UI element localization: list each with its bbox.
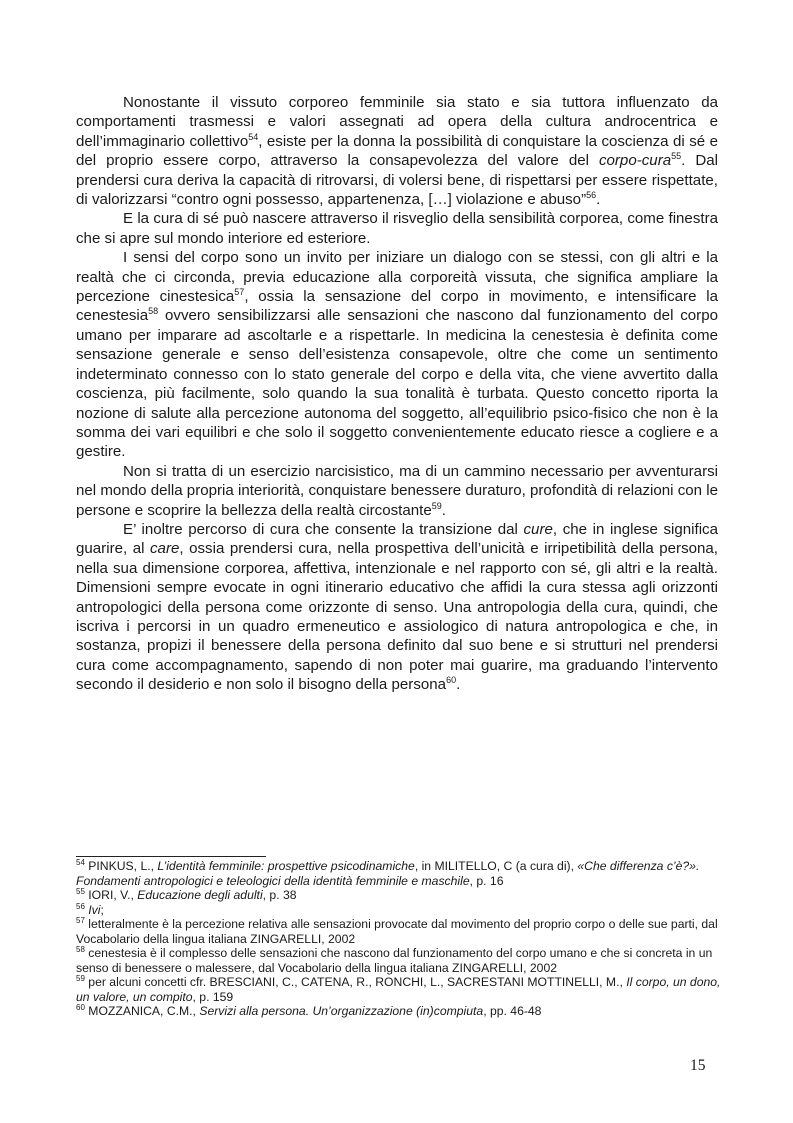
- text-run: . Dal prendersi cura deriva la capacità di ritrovarsi, di volersi bene, di rispettarsi per essere rispettate, di valorizzarsi “contro ogni possesso, appartenenza, […] violazione e abuso”: [76, 152, 718, 209]
- text-run: E la cura di sé può nascere attraverso il risveglio della sensibilità corporea, come finestra che si apre sul mondo interiore ed esteriore.: [76, 210, 718, 247]
- note-reference: 57: [234, 287, 245, 298]
- text-run: , esiste per la donna la possibilità di conquistare la coscienza di sé e del proprio essere corpo, attraverso la consapevolezza del valore del: [76, 132, 718, 170]
- note-reference: 58: [76, 945, 85, 954]
- text-run: MOZZANICA, C.M.,: [84, 1004, 200, 1018]
- footnote: [76, 946, 721, 975]
- note-reference: 59: [431, 500, 442, 511]
- italic-text: L’identità femminile: prospettive psicodinamiche: [157, 859, 415, 873]
- note-reference: 56: [76, 901, 85, 911]
- note-reference: 59: [76, 974, 85, 983]
- note-reference: 58: [148, 306, 159, 317]
- text-run: , in MILITELLO, C (a cura di),: [414, 859, 578, 873]
- text-run: E’ inoltre percorso di cura che consente la transizione dal: [123, 520, 524, 538]
- paragraph: [76, 248, 718, 461]
- text-run: .: [596, 191, 601, 209]
- note-reference: 60: [446, 675, 457, 686]
- text-run: , p. 16: [469, 873, 504, 888]
- body-text: [76, 93, 718, 695]
- text-run: cenestesia è il complesso delle sensazioni che nascono dal funzionamento del corpo umano e che si concreta in un senso di benessere o malessere, dal Vocabolario della lingua italiana ZINGARELLI, 2002: [76, 946, 713, 975]
- footnote: [76, 859, 721, 888]
- text-run: , p. 38: [262, 888, 297, 902]
- footnotes: [76, 859, 721, 1019]
- text-run: letteralmente è la percezione relativa alle sensazioni provocate dal movimento del proprio corpo o delle sue parti, dal Vocabolario della lingua italiana ZINGARELLI, 2002: [76, 917, 718, 946]
- paragraph: [76, 209, 718, 248]
- text-run: , ossia prendersi cura, nella prospettiva dell’unicità e irripetibilità della persona, nella sua dimensione corporea, affettiva, intenzionale e nel rapporto con sé, gli altri e la realtà. Dimensioni sempre evocate in ogni itinerario educativo che affidi la cura stessa agli orizzonti antropologici della persona come orizzonte di senso. Una antropologia della cura, quindi, che iscriva i percorsi in un quadro ermeneutico e assiologico di natura antropologica e che, in sostanza, propizi il benessere della persona definito dal suo bene e si strutturi nel prendersi cura come accompagnamento, sapendo di non poter mai guarire, ma graduando l’intervento secondo il desiderio e non solo il bisogno della persona: [76, 540, 718, 694]
- page-number: 15: [690, 1057, 706, 1074]
- footnote: [76, 1004, 721, 1019]
- paragraph: [76, 520, 718, 695]
- text-run: Non si tratta di un esercizio narcisistico, ma di un cammino necessario per avventurarsi nel mondo della propria interiorità, conquistare benessere duraturo, profondità di relazioni con le persone e scoprire la bellezza della realtà circostante: [76, 462, 718, 519]
- paragraph: [76, 462, 718, 520]
- footnote-separator: [76, 856, 266, 857]
- note-reference: 55: [76, 887, 85, 896]
- text-run: I sensi del corpo sono un invito per iniziare un dialogo con se stessi, con gli altri e la realtà che ci circonda, previa educazione alla corporeità vissuta, che significa ampliare la percezione cinestesica: [76, 249, 718, 306]
- note-reference: 60: [76, 1003, 85, 1012]
- text-run: PINKUS, L.,: [84, 859, 158, 873]
- note-reference: 54: [248, 131, 259, 142]
- text-run: .: [456, 676, 461, 694]
- italic-text: cure: [523, 520, 553, 538]
- footnote: [76, 975, 721, 1004]
- text-run: ovvero sensibilizzarsi alle sensazioni che nascono dal funzionamento del corpo umano per imparare ad ascoltarle e a rispettarle. In medicina la cenestesia è definita come sensazione generale e senso dell’esistenza consapevole, oltre che come un sentimento indeterminato connesso con lo stato generale del corpo e della vita, che viene avvertito dalla coscienza, più facilmente, solo quando la sua tonalità è turbata. Questo concetto riporta la nozione di salute alla percezione autonoma del soggetto, all’equilibrio psico-fisico che non è la somma dei vari equilibri e che solo il soggetto convenientemente educato riesce a cogliere e a gestire.: [76, 307, 718, 461]
- text-run: ;: [100, 902, 104, 917]
- italic-text: Il corpo, un dono, un valore, un compito: [76, 975, 721, 1004]
- note-reference: 57: [76, 916, 85, 925]
- text-run: .: [441, 501, 446, 519]
- text-run: , che in inglese significa guarire, al: [76, 520, 718, 558]
- italic-text: Servizi alla persona. Un’organizzazione (in)compiuta: [199, 1004, 484, 1018]
- italic-text: Educazione degli adulti: [137, 888, 263, 902]
- note-reference: 56: [586, 190, 597, 201]
- footnote: [76, 917, 721, 946]
- text-run: , p. 159: [192, 989, 234, 1004]
- text-run: , pp. 46-48: [483, 1004, 542, 1018]
- italic-text: Ivi: [88, 902, 101, 917]
- footnote: [76, 888, 721, 903]
- text-run: Nonostante il vissuto corporeo femminile sia stato e sia tuttora influenzato da comportamenti trasmessi e valori assegnati ad opera della cultura androcentrica e dell’immaginario collettivo: [76, 94, 718, 150]
- note-reference: 55: [671, 151, 682, 162]
- italic-text: «Che differenza c’è?». Fondamenti antropologici e teleologici della identità femminile e maschile: [76, 859, 700, 888]
- text-run: , ossia la sensazione del corpo in movimento, e intensificare la cenestesia: [76, 288, 719, 325]
- note-reference: 54: [76, 858, 85, 867]
- footnote: [76, 903, 721, 918]
- italic-text: care: [150, 540, 180, 558]
- italic-text: corpo-cura: [598, 152, 672, 170]
- text-run: per alcuni concetti cfr. BRESCIANI, C., CATENA, R., RONCHI, L., SACRESTANI MOTTINELLI, M.,: [84, 975, 627, 989]
- paragraph: [76, 93, 718, 209]
- text-run: IORI, V.,: [84, 888, 138, 902]
